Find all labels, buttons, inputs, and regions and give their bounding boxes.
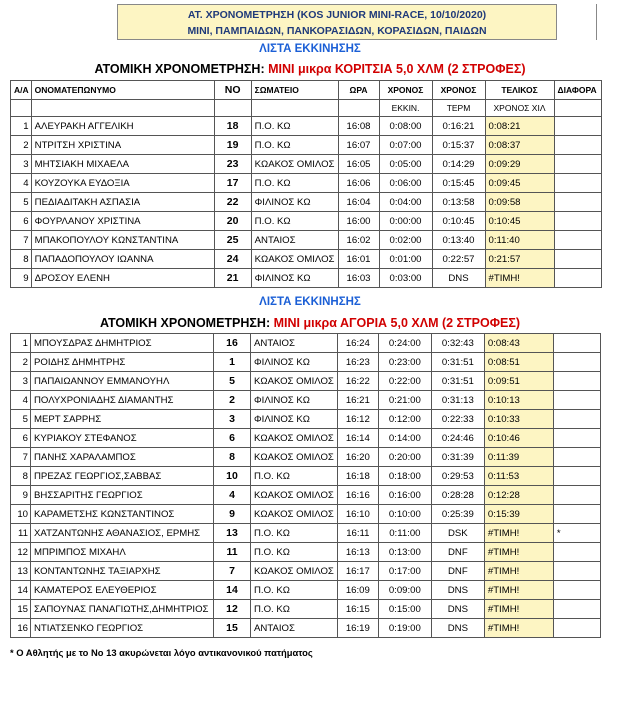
end-time: 0:15:45	[432, 174, 485, 193]
row-number: 7	[11, 448, 31, 467]
athlete-name: ΠΑΝΗΣ ΧΑΡΑΛΑΜΠΟΣ	[31, 448, 214, 467]
start-clock: 16:09	[337, 581, 378, 600]
athlete-name: ΦΟΥΡΛΑΝΟΥ ΧΡΙΣΤΙΝΑ	[31, 212, 214, 231]
table-row	[11, 505, 601, 524]
start-clock: 16:17	[337, 562, 378, 581]
final-time: 0:11:40	[485, 231, 554, 250]
final-time: #ΤΙΜΗ!	[484, 562, 553, 581]
start-clock: 16:07	[338, 136, 379, 155]
header-side-cell	[560, 4, 597, 40]
table-row	[11, 429, 601, 448]
athlete-name: ΜΠΡΙΜΠΟΣ ΜΙΧΑΗΛ	[31, 543, 214, 562]
start-clock: 16:24	[337, 334, 378, 353]
time-diff	[553, 372, 600, 391]
start-clock: 16:21	[337, 391, 378, 410]
end-time: DNS	[431, 600, 484, 619]
subcol-start: ΕΚΚΙΝ.	[379, 100, 432, 117]
time-diff	[554, 250, 601, 269]
start-time: 0:03:00	[379, 269, 432, 288]
col-no: ΝΟ	[214, 81, 251, 100]
start-clock: 16:19	[337, 619, 378, 638]
col-time: ΩΡΑ	[338, 81, 379, 100]
col-end-time: ΧΡΟΝΟΣ	[432, 81, 485, 100]
athlete-name: ΡΟΙΔΗΣ ΔΗΜΗΤΡΗΣ	[31, 353, 214, 372]
start-time: 0:10:00	[378, 505, 431, 524]
table-row	[11, 334, 601, 353]
club-name: Π.Ο. ΚΩ	[251, 136, 338, 155]
time-diff	[553, 429, 600, 448]
final-time: 0:15:39	[484, 505, 553, 524]
row-number: 5	[11, 193, 32, 212]
start-time: 0:15:00	[378, 600, 431, 619]
end-time: 0:22:57	[432, 250, 485, 269]
club-name: ΦΙΛΙΝΟΣ ΚΩ	[251, 391, 338, 410]
club-name: ΚΩΑΚΟΣ ΟΜΙΛΟΣ	[251, 562, 338, 581]
section-title-boys	[0, 316, 620, 330]
start-time: 0:19:00	[378, 619, 431, 638]
bib-number: 12	[214, 600, 251, 619]
table-row	[11, 562, 601, 581]
time-diff	[553, 486, 600, 505]
col-club: ΣΩΜΑΤΕΙΟ	[251, 81, 338, 100]
section-title-category: ΜΙΝΙ μικρα ΑΓΟΡΙΑ 5,0 ΧΛΜ (2 ΣΤΡΟΦΕΣ)	[273, 316, 520, 330]
athlete-name: ΒΗΣΣΑΡΙΤΗΣ ΓΕΩΡΓΙΟΣ	[31, 486, 214, 505]
end-time: 0:32:43	[431, 334, 484, 353]
athlete-name: ΚΑΜΑΤΕΡΟΣ ΕΛΕΥΘΕΡΙΟΣ	[31, 581, 214, 600]
row-number: 4	[11, 391, 31, 410]
start-clock: 16:06	[338, 174, 379, 193]
start-time: 0:04:00	[379, 193, 432, 212]
final-time: 0:09:58	[485, 193, 554, 212]
final-time: 0:21:57	[485, 250, 554, 269]
bib-number: 8	[214, 448, 251, 467]
document-header	[117, 4, 557, 40]
end-time: 0:14:29	[432, 155, 485, 174]
row-number: 4	[11, 174, 32, 193]
end-time: 0:13:40	[432, 231, 485, 250]
bib-number: 3	[214, 410, 251, 429]
bib-number: 14	[214, 581, 251, 600]
start-clock: 16:08	[338, 117, 379, 136]
start-clock: 16:14	[337, 429, 378, 448]
final-time: 0:09:29	[485, 155, 554, 174]
row-number: 2	[11, 136, 32, 155]
bib-number: 17	[214, 174, 251, 193]
start-clock: 16:01	[338, 250, 379, 269]
athlete-name: ΚΟΝΤΑΝΤΩΝΗΣ ΤΑΞΙΑΡΧΗΣ	[31, 562, 214, 581]
athlete-name: ΠΡΕΖΑΣ ΓΕΩΡΓΙΟΣ,ΣΑΒΒΑΣ	[31, 467, 214, 486]
end-time: DSK	[431, 524, 484, 543]
final-time: #ΤΙΜΗ!	[484, 524, 553, 543]
bib-number: 19	[214, 136, 251, 155]
final-time: 0:11:53	[484, 467, 553, 486]
club-name: ΚΩΑΚΟΣ ΟΜΙΛΟΣ	[251, 155, 338, 174]
final-time: 0:09:51	[484, 372, 553, 391]
bib-number: 21	[214, 269, 251, 288]
time-diff	[553, 410, 600, 429]
club-name: ΑΝΤΑΙΟΣ	[251, 334, 338, 353]
bib-number: 2	[214, 391, 251, 410]
athlete-name: ΣΑΠΟΥΝΑΣ ΠΑΝΑΓΙΩΤΗΣ,ΔΗΜΗΤΡΙΟΣ	[31, 600, 214, 619]
bib-number: 10	[214, 467, 251, 486]
bib-number: 16	[214, 334, 251, 353]
end-time: 0:31:51	[431, 372, 484, 391]
start-clock: 16:00	[338, 212, 379, 231]
end-time: 0:29:53	[431, 467, 484, 486]
table-row	[11, 193, 602, 212]
club-name: Π.Ο. ΚΩ	[251, 543, 338, 562]
start-time: 0:14:00	[378, 429, 431, 448]
club-name: ΚΩΑΚΟΣ ΟΜΙΛΟΣ	[251, 448, 338, 467]
start-clock: 16:03	[338, 269, 379, 288]
start-clock: 16:05	[338, 155, 379, 174]
table-row	[11, 543, 601, 562]
start-time: 0:16:00	[378, 486, 431, 505]
col-aa: Α/Α	[11, 81, 32, 100]
row-number: 9	[11, 269, 32, 288]
subcol-end: ΤΕΡΜ	[432, 100, 485, 117]
bib-number: 11	[214, 543, 251, 562]
athlete-name: ΚΥΡΙΑΚΟΥ ΣΤΕΦΑΝΟΣ	[31, 429, 214, 448]
club-name: ΦΙΛΙΝΟΣ ΚΩ	[251, 410, 338, 429]
section-title-category: ΜΙΝΙ μικρα ΚΟΡΙΤΣΙΑ 5,0 ΧΛΜ (2 ΣΤΡΟΦΕΣ)	[268, 62, 526, 76]
bib-number: 9	[214, 505, 251, 524]
row-number: 3	[11, 372, 31, 391]
row-number: 12	[11, 543, 31, 562]
club-name: ΑΝΤΑΙΟΣ	[251, 619, 338, 638]
row-number: 3	[11, 155, 32, 174]
time-diff	[554, 117, 601, 136]
row-number: 8	[11, 467, 31, 486]
time-diff	[553, 505, 600, 524]
table-row	[11, 619, 601, 638]
bib-number: 1	[214, 353, 251, 372]
row-number: 1	[11, 117, 32, 136]
section-title-girls	[0, 62, 620, 76]
start-time: 0:22:00	[378, 372, 431, 391]
final-time: 0:08:37	[485, 136, 554, 155]
time-diff	[553, 543, 600, 562]
start-time: 0:21:00	[378, 391, 431, 410]
table-row	[11, 391, 601, 410]
end-time: 0:24:46	[431, 429, 484, 448]
final-time: 0:11:39	[484, 448, 553, 467]
row-number: 16	[11, 619, 31, 638]
table-row	[11, 581, 601, 600]
row-number: 15	[11, 600, 31, 619]
time-diff	[553, 619, 600, 638]
table-row	[11, 250, 602, 269]
club-name: ΦΙΛΙΝΟΣ ΚΩ	[251, 353, 338, 372]
bib-number: 25	[214, 231, 251, 250]
results-table-girls	[10, 80, 602, 288]
athlete-name: ΜΠΑΚΟΠΟΥΛΟΥ ΚΩΝΣΤΑΝΤΙΝΑ	[31, 231, 214, 250]
club-name: ΚΩΑΚΟΣ ΟΜΙΛΟΣ	[251, 486, 338, 505]
final-time: 0:08:43	[484, 334, 553, 353]
final-time: 0:10:33	[484, 410, 553, 429]
row-number: 9	[11, 486, 31, 505]
end-time: 0:31:13	[431, 391, 484, 410]
start-time: 0:09:00	[378, 581, 431, 600]
start-clock: 16:12	[337, 410, 378, 429]
start-time: 0:23:00	[378, 353, 431, 372]
start-list-label-2: ΛΙΣΤΑ ΕΚΚΙΝΗΣΗΣ	[259, 296, 361, 308]
table-row	[11, 467, 601, 486]
start-time: 0:18:00	[378, 467, 431, 486]
table-subheader-row	[11, 100, 602, 117]
start-time: 0:02:00	[379, 231, 432, 250]
end-time: 0:10:45	[432, 212, 485, 231]
row-number: 5	[11, 410, 31, 429]
final-time: #ΤΙΜΗ!	[484, 600, 553, 619]
header-line-1: ΑΤ. ΧΡΟΝΟΜΕΤΡΗΣΗ (KOS JUNIOR MINI-RACE, 10/10/2020)	[187, 9, 487, 21]
time-diff	[553, 600, 600, 619]
table-row	[11, 231, 602, 250]
final-time: 0:08:21	[485, 117, 554, 136]
start-list-label: ΛΙΣΤΑ ΕΚΚΙΝΗΣΗΣ	[259, 43, 361, 55]
bib-number: 13	[214, 524, 251, 543]
start-clock: 16:13	[337, 543, 378, 562]
col-final: ΤΕΛΙΚΟΣ	[485, 81, 554, 100]
row-number: 14	[11, 581, 31, 600]
end-time: 0:31:51	[431, 353, 484, 372]
row-number: 1	[11, 334, 31, 353]
start-clock: 16:20	[337, 448, 378, 467]
club-name: Π.Ο. ΚΩ	[251, 117, 338, 136]
club-name: Π.Ο. ΚΩ	[251, 174, 338, 193]
club-name: Π.Ο. ΚΩ	[251, 600, 338, 619]
final-time: 0:09:45	[485, 174, 554, 193]
time-diff	[554, 193, 601, 212]
col-diff: ΔΙΑΦΟΡΑ	[554, 81, 601, 100]
table-row	[11, 174, 602, 193]
time-diff	[554, 269, 601, 288]
athlete-name: ΧΑΤΖΑΝΤΩΝΗΣ ΑΘΑΝΑΣΙΟΣ, ΕΡΜΗΣ	[31, 524, 214, 543]
row-number: 10	[11, 505, 31, 524]
athlete-name: ΜΗΤΣΙΑΚΗ ΜΙΧΑΕΛΑ	[31, 155, 214, 174]
row-number: 13	[11, 562, 31, 581]
start-time: 0:11:00	[378, 524, 431, 543]
final-time: #ΤΙΜΗ!	[484, 543, 553, 562]
start-time: 0:12:00	[378, 410, 431, 429]
bib-number: 7	[214, 562, 251, 581]
start-clock: 16:15	[337, 600, 378, 619]
club-name: ΦΙΛΙΝΟΣ ΚΩ	[251, 269, 338, 288]
table-row	[11, 353, 601, 372]
athlete-name: ΠΑΠΑΔΟΠΟΥΛΟΥ ΙΩΑΝΝΑ	[31, 250, 214, 269]
time-diff: *	[553, 524, 600, 543]
start-clock: 16:18	[337, 467, 378, 486]
start-clock: 16:02	[338, 231, 379, 250]
club-name: ΚΩΑΚΟΣ ΟΜΙΛΟΣ	[251, 250, 338, 269]
bib-number: 5	[214, 372, 251, 391]
end-time: 0:16:21	[432, 117, 485, 136]
final-time: #ΤΙΜΗ!	[484, 581, 553, 600]
time-diff	[553, 448, 600, 467]
start-time: 0:13:00	[378, 543, 431, 562]
table-row	[11, 212, 602, 231]
club-name: Π.Ο. ΚΩ	[251, 581, 338, 600]
club-name: Π.Ο. ΚΩ	[251, 212, 338, 231]
club-name: ΦΙΛΙΝΟΣ ΚΩ	[251, 193, 338, 212]
club-name: ΚΩΑΚΟΣ ΟΜΙΛΟΣ	[251, 429, 338, 448]
end-time: DNS	[431, 581, 484, 600]
end-time: 0:28:28	[431, 486, 484, 505]
table-row	[11, 486, 601, 505]
row-number: 6	[11, 429, 31, 448]
time-diff	[553, 334, 600, 353]
row-number: 11	[11, 524, 31, 543]
athlete-name: ΝΤΙΑΤΣΕΝΚΟ ΓΕΩΡΓΙΟΣ	[31, 619, 214, 638]
start-clock: 16:10	[337, 505, 378, 524]
bib-number: 22	[214, 193, 251, 212]
start-clock: 16:23	[337, 353, 378, 372]
athlete-name: ΚΟΥΖΟΥΚΑ ΕΥΔΟΞΙΑ	[31, 174, 214, 193]
end-time: DNS	[432, 269, 485, 288]
end-time: 0:25:39	[431, 505, 484, 524]
start-time: 0:07:00	[379, 136, 432, 155]
table-row	[11, 269, 602, 288]
bib-number: 24	[214, 250, 251, 269]
time-diff	[554, 231, 601, 250]
time-diff	[553, 391, 600, 410]
athlete-name: ΚΑΡΑΜΕΤΣΗΣ ΚΩΝΣΤΑΝΤΙΝΟΣ	[31, 505, 214, 524]
start-time: 0:00:00	[379, 212, 432, 231]
row-number: 2	[11, 353, 31, 372]
club-name: ΚΩΑΚΟΣ ΟΜΙΛΟΣ	[251, 372, 338, 391]
athlete-name: ΑΛΕΥΡΑΚΗ ΑΓΓΕΛΙΚΗ	[31, 117, 214, 136]
end-time: 0:31:39	[431, 448, 484, 467]
time-diff	[554, 155, 601, 174]
start-time: 0:24:00	[378, 334, 431, 353]
start-clock: 16:22	[337, 372, 378, 391]
table-row	[11, 410, 601, 429]
col-start-time: ΧΡΟΝΟΣ	[379, 81, 432, 100]
table-row	[11, 117, 602, 136]
end-time: DNF	[431, 543, 484, 562]
athlete-name: ΔΡΟΣΟΥ ΕΛΕΝΗ	[31, 269, 214, 288]
footnote: * Ο Αθλητής με το Νο 13 ακυρώνεται λόγο αντικανονικού πατήματος	[10, 647, 313, 658]
start-clock: 16:11	[337, 524, 378, 543]
start-time: 0:05:00	[379, 155, 432, 174]
start-time: 0:20:00	[378, 448, 431, 467]
athlete-name: ΠΕΔΙΑΔΙΤΑΚΗ ΑΣΠΑΣΙΑ	[31, 193, 214, 212]
final-time: 0:10:45	[485, 212, 554, 231]
start-time: 0:17:00	[378, 562, 431, 581]
club-name: Π.Ο. ΚΩ	[251, 524, 338, 543]
final-time: 0:08:51	[484, 353, 553, 372]
time-diff	[553, 353, 600, 372]
bib-number: 20	[214, 212, 251, 231]
bib-number: 23	[214, 155, 251, 174]
athlete-name: ΜΠΟΥΣΔΡΑΣ ΔΗΜΗΤΡΙΟΣ	[31, 334, 214, 353]
time-diff	[553, 562, 600, 581]
row-number: 6	[11, 212, 32, 231]
time-diff	[553, 581, 600, 600]
section-title-prefix: ΑΤΟΜΙΚΗ ΧΡΟΝΟΜΕΤΡΗΣΗ:	[94, 62, 269, 76]
club-name: ΑΝΤΑΙΟΣ	[251, 231, 338, 250]
time-diff	[554, 174, 601, 193]
row-number: 7	[11, 231, 32, 250]
end-time: DNS	[431, 619, 484, 638]
section-title-prefix: ΑΤΟΜΙΚΗ ΧΡΟΝΟΜΕΤΡΗΣΗ:	[99, 316, 274, 330]
table-row	[11, 448, 601, 467]
athlete-name: ΠΟΛΥΧΡΟΝΙΑΔΗΣ ΔΙΑΜΑΝΤΗΣ	[31, 391, 214, 410]
final-time: #ΤΙΜΗ!	[485, 269, 554, 288]
table-row	[11, 524, 601, 543]
start-time: 0:06:00	[379, 174, 432, 193]
bib-number: 6	[214, 429, 251, 448]
club-name: ΚΩΑΚΟΣ ΟΜΙΛΟΣ	[251, 505, 338, 524]
final-time: 0:10:46	[484, 429, 553, 448]
final-time: 0:12:28	[484, 486, 553, 505]
time-diff	[554, 136, 601, 155]
start-clock: 16:16	[337, 486, 378, 505]
table-header-row	[11, 81, 602, 100]
col-name: ΟΝΟΜΑΤΕΠΩΝΥΜΟ	[31, 81, 214, 100]
table-row	[11, 155, 602, 174]
start-time: 0:01:00	[379, 250, 432, 269]
bib-number: 18	[214, 117, 251, 136]
results-table-boys	[10, 333, 601, 638]
table-row	[11, 372, 601, 391]
end-time: 0:22:33	[431, 410, 484, 429]
time-diff	[554, 212, 601, 231]
table-row	[11, 600, 601, 619]
start-time: 0:08:00	[379, 117, 432, 136]
final-time: #ΤΙΜΗ!	[484, 619, 553, 638]
subcol-final: ΧΡΟΝΟΣ ΧΙΛ	[485, 100, 554, 117]
row-number: 8	[11, 250, 32, 269]
table-row	[11, 136, 602, 155]
athlete-name: ΠΑΠΑΙΩΑΝΝΟΥ ΕΜΜΑΝΟΥΗΛ	[31, 372, 214, 391]
club-name: Π.Ο. ΚΩ	[251, 467, 338, 486]
athlete-name: ΝΤΡΙΤΣΗ ΧΡΙΣΤΙΝΑ	[31, 136, 214, 155]
end-time: DNF	[431, 562, 484, 581]
athlete-name: ΜΕΡΤ ΣΑΡΡΗΣ	[31, 410, 214, 429]
bib-number: 4	[214, 486, 251, 505]
bib-number: 15	[214, 619, 251, 638]
start-clock: 16:04	[338, 193, 379, 212]
final-time: 0:10:13	[484, 391, 553, 410]
end-time: 0:13:58	[432, 193, 485, 212]
end-time: 0:15:37	[432, 136, 485, 155]
time-diff	[553, 467, 600, 486]
header-line-2: ΜΙΝΙ, ΠΑΜΠΑΙΔΩΝ, ΠΑΝΚΟΡΑΣΙΔΩΝ, ΚΟΡΑΣΙΔΩΝ, ΠΑΙΔΩΝ	[187, 25, 487, 37]
